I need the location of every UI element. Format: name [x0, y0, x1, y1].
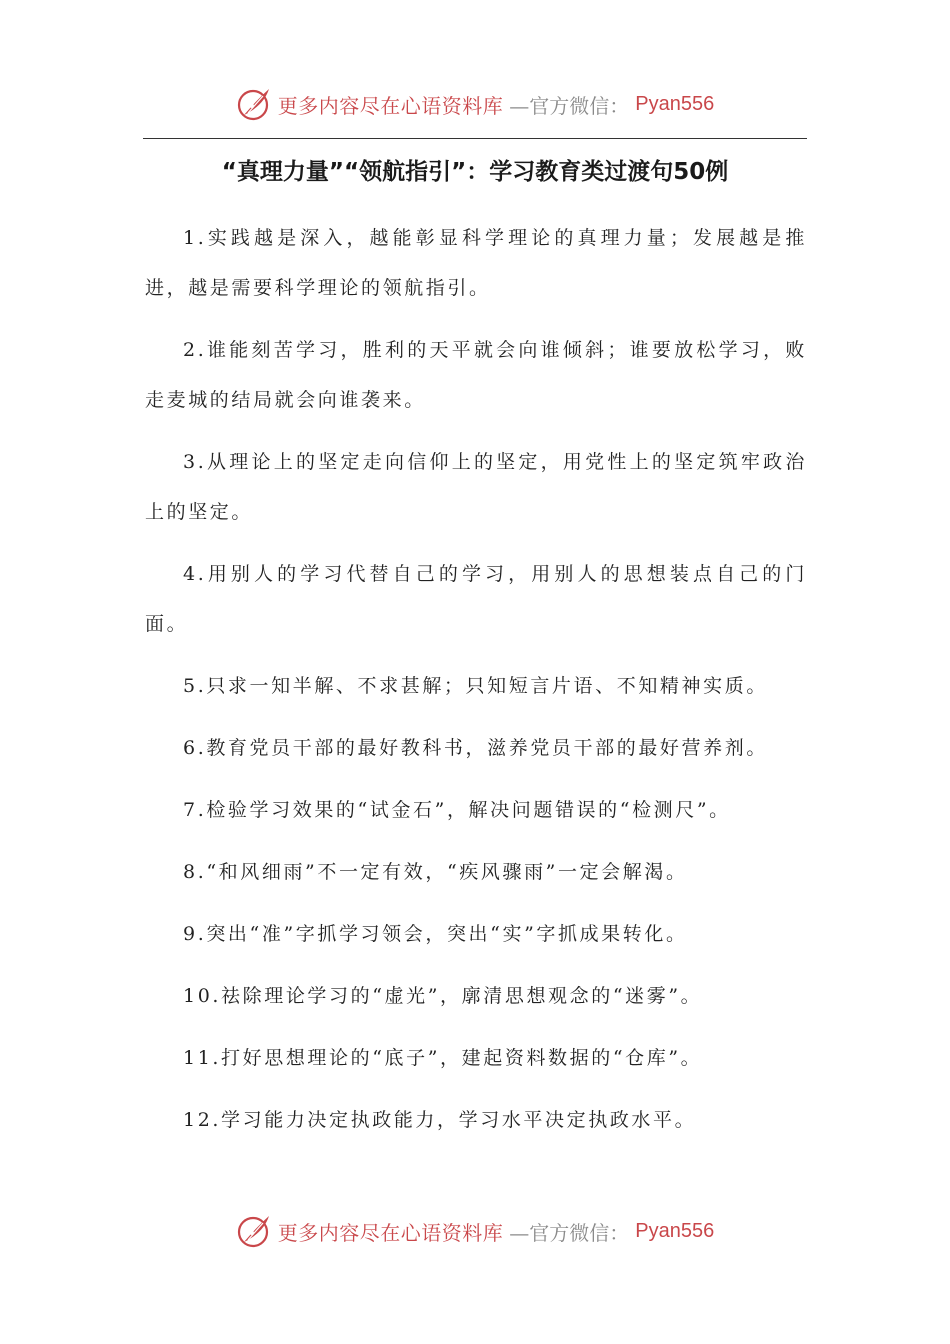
quill-pen-logo-icon	[236, 1213, 272, 1249]
list-item: 12.学习能力决定执政能力，学习水平决定执政水平。	[183, 1109, 697, 1131]
watermark-main-text: 更多内容尽在心语资料库	[277, 1220, 504, 1245]
quill-pen-logo-icon	[236, 86, 272, 122]
watermark-wechat-id: Pyan556	[635, 1219, 715, 1242]
list-item: 5.只求一知半解、不求甚解；只知短言片语、不知精神实质。	[183, 675, 768, 697]
watermark-footer	[0, 1211, 950, 1251]
document-title: “真理力量”“领航指引”：学习教育类过渡句50例	[221, 159, 729, 185]
header-divider	[143, 138, 807, 139]
list-item: 10.祛除理论学习的“虚光”，廓清思想观念的“迷雾”。	[183, 985, 703, 1007]
watermark-main-text: 更多内容尽在心语资料库	[277, 93, 504, 118]
list-item: 7.检验学习效果的“试金石”，解决问题错误的“检测尺”。	[183, 799, 731, 821]
list-item: 3.从理论上的坚定走向信仰上的坚定，用党性上的坚定筑牢政治上的坚定。	[145, 451, 807, 523]
list-item: 11.打好思想理论的“底子”，建起资料数据的“仓库”。	[183, 1047, 703, 1069]
watermark-sub-text: —官方微信：	[509, 93, 630, 118]
document-body	[145, 213, 807, 1145]
list-item: 8.“和风细雨”不一定有效，“疾风骤雨”一定会解渴。	[183, 861, 688, 883]
watermark-wechat-id: Pyan556	[635, 92, 715, 115]
list-item: 6.教育党员干部的最好教科书，滋养党员干部的最好营养剂。	[183, 737, 768, 759]
list-item: 2.谁能刻苦学习，胜利的天平就会向谁倾斜；谁要放松学习，败走麦城的结局就会向谁袭来。	[145, 339, 807, 411]
list-item: 1.实践越是深入，越能彰显科学理论的真理力量；发展越是推进，越是需要科学理论的领航指引。	[145, 227, 807, 299]
list-item: 4.用别人的学习代替自己的学习，用别人的思想装点自己的门面。	[145, 563, 807, 635]
list-item: 9.突出“准”字抓学习领会，突出“实”字抓成果转化。	[183, 923, 688, 945]
watermark-header	[0, 84, 950, 124]
watermark-sub-text: —官方微信：	[509, 1220, 630, 1245]
